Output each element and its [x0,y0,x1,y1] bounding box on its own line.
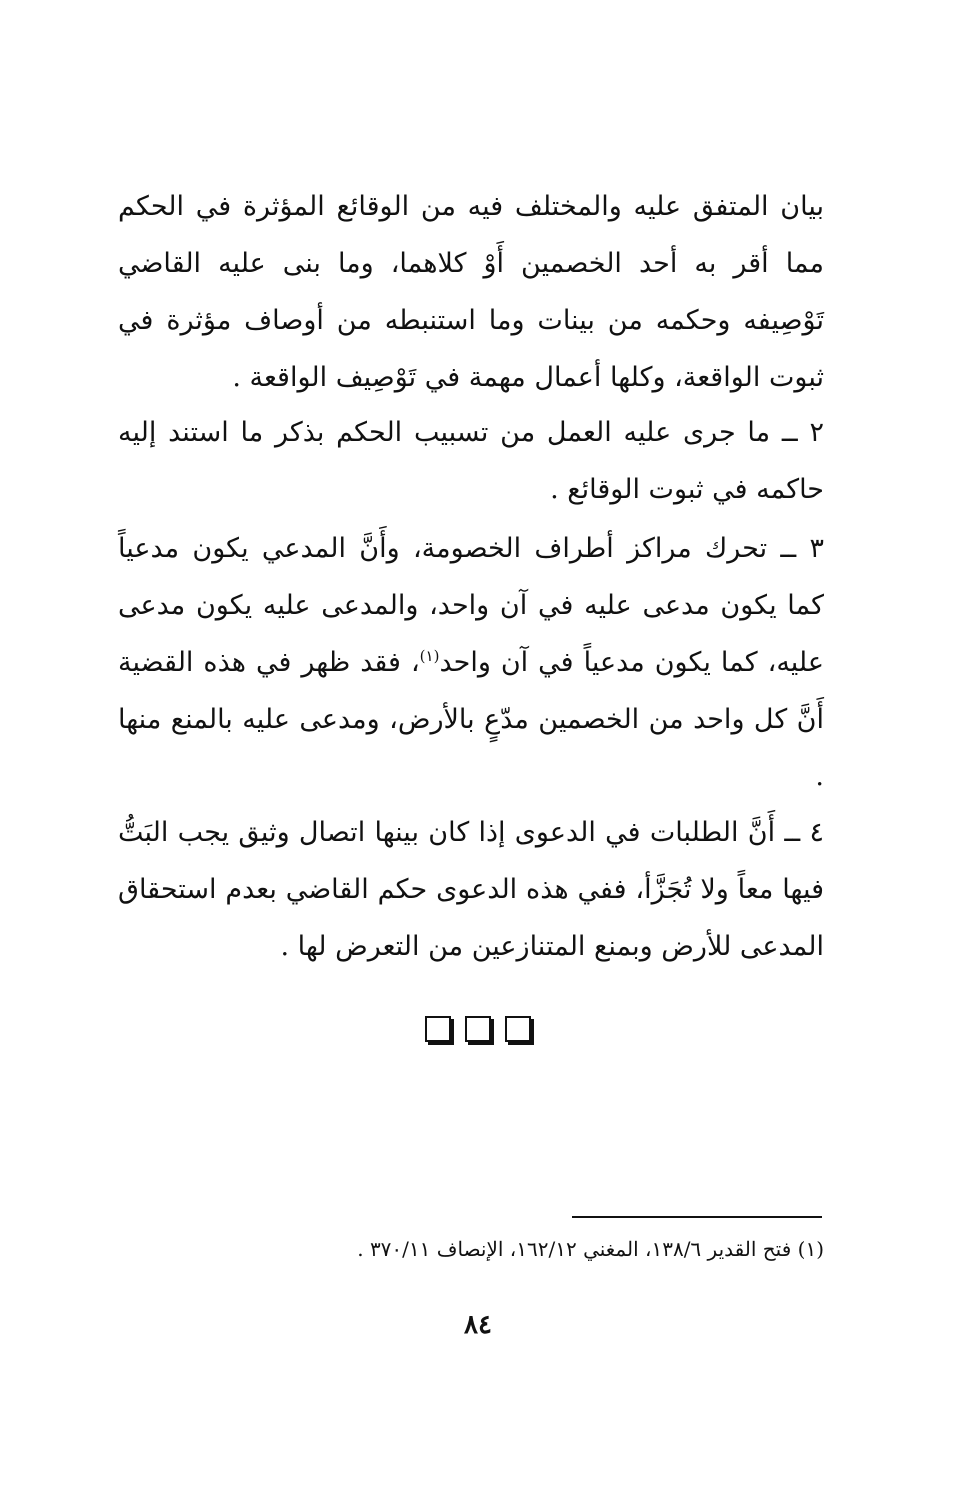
paragraph-2 [118,404,824,518]
footnote-separator [572,1216,822,1218]
page-number: ٨٤ [464,1310,492,1340]
paragraph-3-part-2: ، فقد ظهر في هذه القضية أَنَّ كل واحد من الخصمين مدّعٍ بالأرض، ومدعى عليه بالمنع منها . [118,647,824,792]
footnote-reference: (١) [419,647,440,665]
paragraph-3 [118,520,824,805]
paragraph-4-text: ٤ ــ أَنَّ الطلبات في الدعوى إذا كان بينها اتصال وثيق يجب البَتُّ فيها معاً ولا تُجَزَّأ، ففي هذه الدعوى حكم القاضي بعدم استحقاق المدعى للأرض وبمنع المتنازعين من التعرض لها . [118,817,824,962]
ornament-square [465,1016,491,1042]
paragraph-1-text: بيان المتفق عليه والمختلف فيه من الوقائع المؤثرة في الحكم مما أقر به أحد الخصمين أَوْ كلاهما، وما بنى عليه القاضي تَوْصِيفه وحكمه من بينات وما استنبطه من أوصاف مؤثرة في ثبوت الواقعة، وكلها أعمال مهمة في تَوْصِيف الواقعة . [118,191,824,393]
paragraph-2-text: ٢ ــ ما جرى عليه العمل من تسبيب الحكم بذكر ما استند إليه حاكمه في ثبوت الوقائع . [118,417,824,505]
section-end-ornament [0,1016,956,1042]
paragraph-4 [118,804,824,975]
ornament-square [425,1016,451,1042]
paragraph-3-text [118,520,824,805]
paragraph-1 [118,178,824,406]
ornament-square [505,1016,531,1042]
footnote: (١) فتح القدير ١٣٨/٦، المغني ١٦٢/١٢، الإنصاف ٣٧٠/١١ . [357,1237,824,1261]
paragraph-3-part-1: ٣ ــ تحرك مراكز أطراف الخصومة، وأَنَّ المدعي يكون مدعياً كما يكون مدعى عليه في آن واحد، والمدعى عليه يكون مدعى عليه، كما يكون مدعياً في آن واحد [118,533,824,678]
